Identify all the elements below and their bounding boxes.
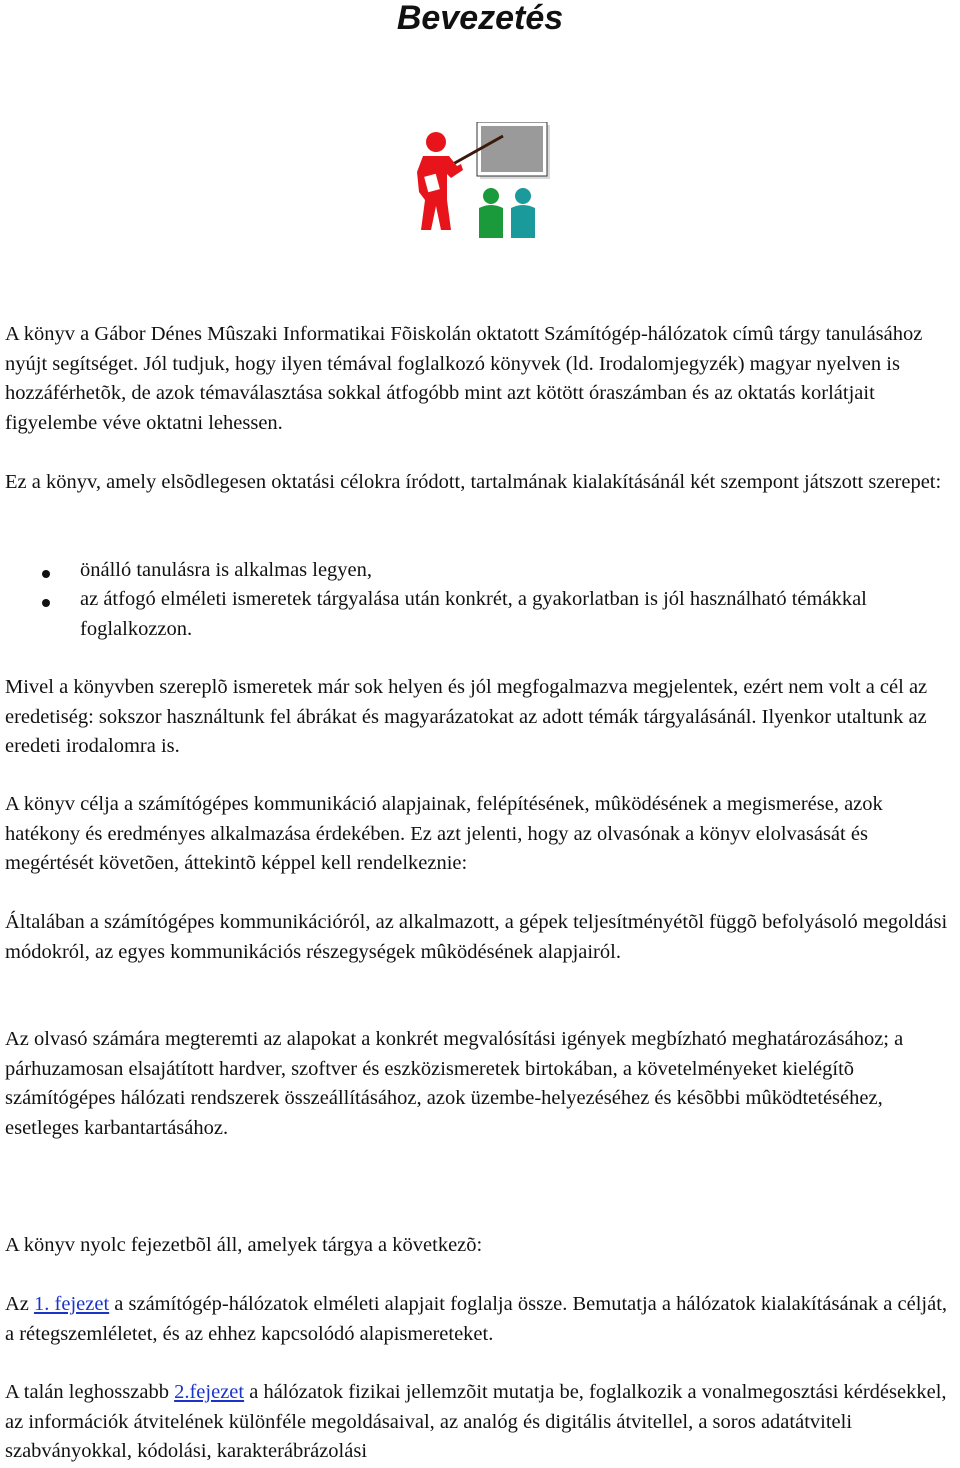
paragraph-reader: Az olvasó számára megteremti az alapokat a konkrét megvalósítási igények megbízható meghatározásához; a párhuzamosan elsajátított hardver, szoftver és eszközismeretek birtokában, a követelményeket kielégítõ számítógépes hálózati rendszerek összeállításához, azok üzembe-helyezéséhez és késõbbi mûködtetéséhez, esetleges karbantartásához.	[5, 1028, 904, 1139]
chapter-1-link[interactable]: 1. fejezet	[34, 1293, 110, 1315]
student-right	[511, 188, 535, 238]
chapter-2-text: a hálózatok fizikai jellemzõit mutatja be, foglalkozik a vonalmegosztási kérdésekkel, az információk átvitelének különféle megoldásaival, az analóg és digitális átvitellel, a soros adatátviteli szabványokkal, kódolási, karakterábrázolási	[5, 1381, 947, 1462]
paragraph-intro: A könyv a Gábor Dénes Mûszaki Informatikai Fõiskolán oktatott Számítógép-hálózatok címû tárgy tanulásához nyújt segítséget. Jól tudjuk, hogy ilyen témával foglalkozó könyvek (ld. Irodalomjegyzék) magyar nyelven is hozzáférhetõk, de azok témaválasztása sokkal átfogóbb mint azt kötött óraszámban és az oktatás korlátjait figyelembe véve oktatni lehessen.	[5, 323, 923, 434]
paragraph-chapter-1	[5, 1290, 957, 1349]
list-item: az átfogó elméleti ismeretek tárgyalása után konkrét, a gyakorlatban is jól használható témákkal foglalkozzon.	[80, 588, 867, 640]
student-left	[479, 188, 503, 238]
board	[481, 126, 543, 172]
chapter-2-link[interactable]: 2.fejezet	[174, 1381, 245, 1403]
chapter-1-prefix: Az	[5, 1293, 35, 1315]
paragraph-chapters: A könyv nyolc fejezetbõl áll, amelyek tárgya a következõ:	[5, 1234, 483, 1256]
page-title: Bevezetés	[396, 0, 564, 37]
bullet-dot	[42, 570, 50, 578]
paragraph-general: Általában a számítógépes kommunikációról, az alkalmazott, a gépek teljesítményétõl függõ befolyásoló megoldási módokról, az egyes kommunikációs részegységek mûködésének alapjairól.	[5, 911, 948, 963]
paragraph-goal: A könyv célja a számítógépes kommunikáció alapjainak, felépítésének, mûködésének a megismerése, azok hatékony és eredményes alkalmazása érdekében. Ez azt jelenti, hogy az olvasónak a könyv elolvasását és megértését követõen, áttekintõ képpel kell rendelkeznie:	[5, 793, 883, 874]
chapter-2-prefix: A talán leghosszabb	[5, 1381, 175, 1403]
chapter-1-text: a számítógép-hálózatok elméleti alapjait foglalja össze. Bemutatja a hálózatok kialakításának a célját, a rétegszemléletet, és az ehhez kapcsolódó alapismereteket.	[5, 1293, 948, 1345]
paragraph-aims: Ez a könyv, amely elsõdlegesen oktatási célokra íródott, tartalmának kialakításánál két szempont játszott szerepet:	[5, 471, 942, 493]
list-item: önálló tanulásra is alkalmas legyen,	[80, 559, 373, 581]
bullet-dot	[42, 599, 50, 607]
paragraph-chapter-2	[5, 1378, 957, 1467]
paragraph-sources: Mivel a könyvben szereplõ ismeretek már sok helyen és jól megfogalmazva megjelentek, ezért nem volt a cél az eredetiség: sokszor használtunk fel ábrákat és magyarázatokat az adott témák tárgyalásánál. Ilyenkor utaltunk az eredeti irodalomra is.	[5, 676, 928, 757]
teacher-with-board-icon	[415, 122, 552, 238]
